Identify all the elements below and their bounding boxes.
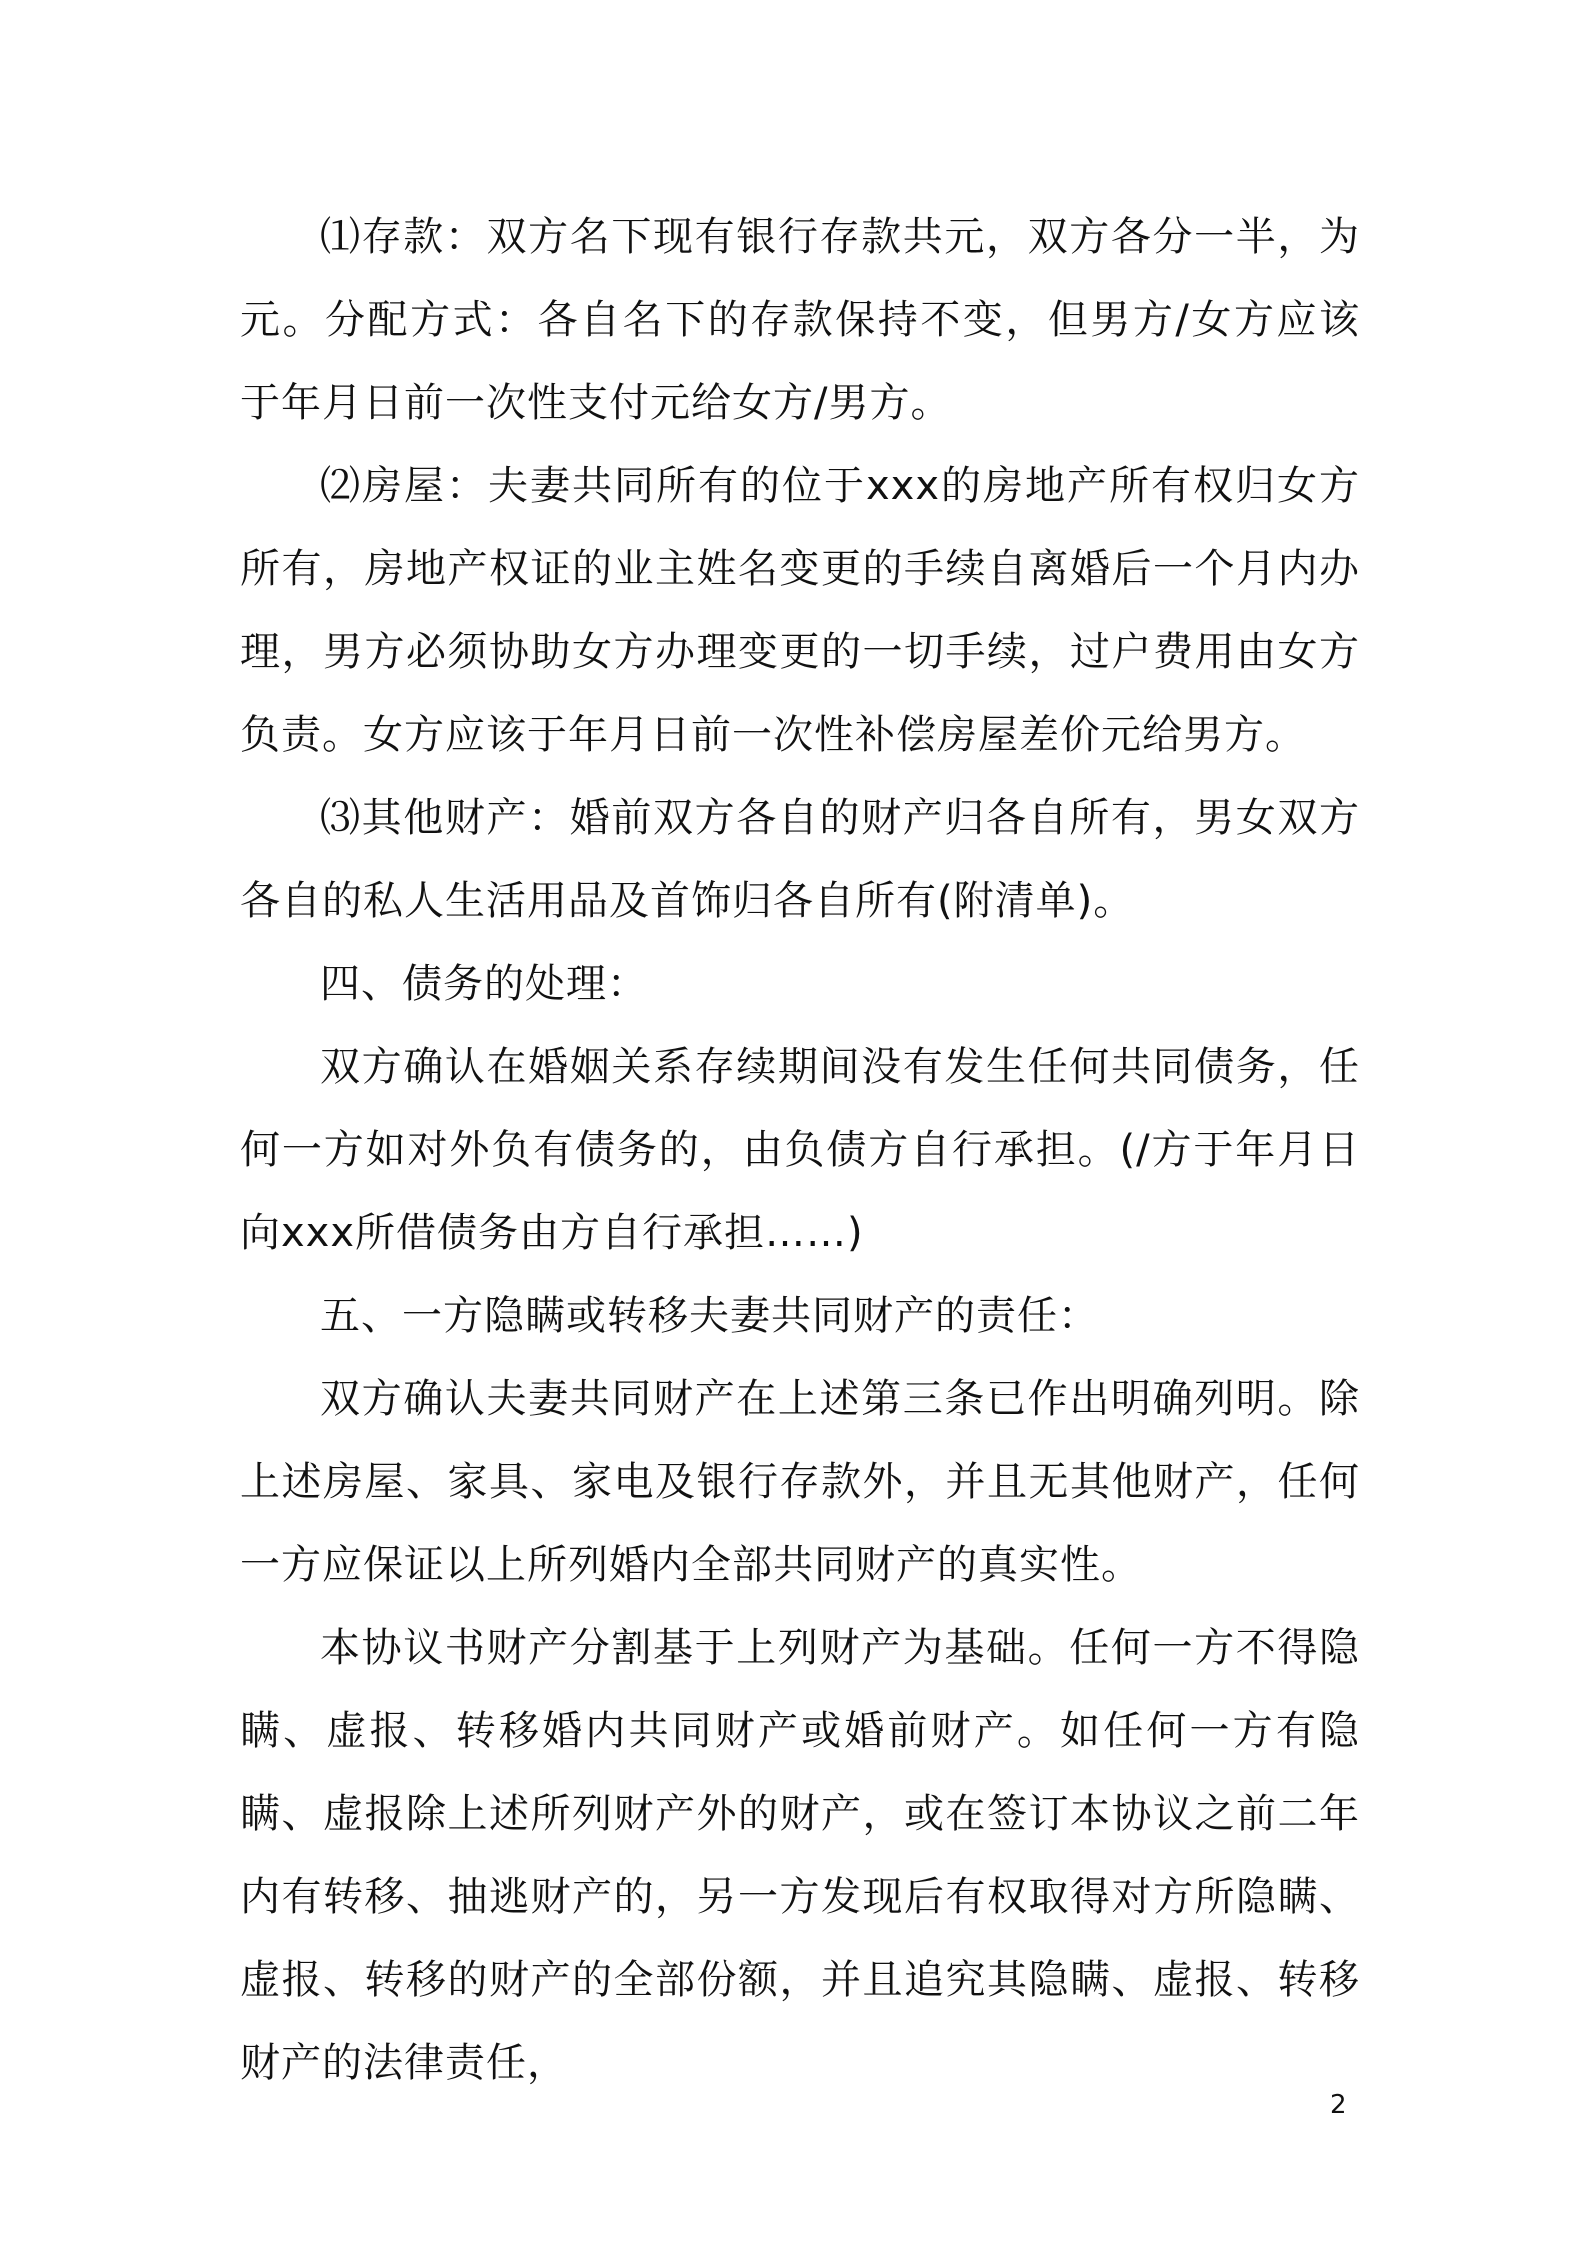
paragraph-debts: 双方确认在婚姻关系存续期间没有发生任何共同债务，任何一方如对外负有债务的，由负债方自行承担。(/方于年月日向xxx所借债务由方自行承担……) (240, 1044, 1360, 1256)
paragraph-joint-property-confirmation: 双方确认夫妻共同财产在上述第三条已作出明确列明。除上述房屋、家具、家电及银行存款外，并且无其他财产，任何一方应保证以上所列婚内全部共同财产的真实性。 (240, 1376, 1360, 1588)
paragraph-house: ⑵房屋：夫妻共同所有的位于xxx的房地产所有权归女方所有，房地产权证的业主姓名变更的手续自离婚后一个月内办理，男方必须协助女方办理变更的一切手续，过户费用由女方负责。女方应该于年月日前一次性补偿房屋差价元给男方。 (240, 463, 1360, 758)
paragraph-other-property: ⑶其他财产：婚前双方各自的财产归各自所有，男女双方各自的私人生活用品及首饰归各自所有(附清单)。 (240, 795, 1360, 924)
paragraph-property-division-basis: 本协议书财产分割基于上列财产为基础。任何一方不得隐瞒、虚报、转移婚内共同财产或婚前财产。如任何一方有隐瞒、虚报除上述所列财产外的财产，或在签订本协议之前二年内有转移、抽逃财产的，另一方发现后有权取得对方所隐瞒、虚报、转移的财产的全部份额，并且追究其隐瞒、虚报、转移财产的法律责任， (240, 1625, 1360, 2086)
section-heading-concealment: 五、一方隐瞒或转移夫妻共同财产的责任： (320, 1293, 1099, 1339)
section-heading-debts: 四、债务的处理： (320, 961, 648, 1007)
page-number: 2 (1330, 2090, 1347, 2120)
paragraph-deposits: ⑴存款：双方名下现有银行存款共元，双方各分一半，为元。分配方式：各自名下的存款保持不变，但男方/女方应该于年月日前一次性支付元给女方/男方。 (240, 214, 1360, 426)
document-body (240, 196, 1360, 2105)
